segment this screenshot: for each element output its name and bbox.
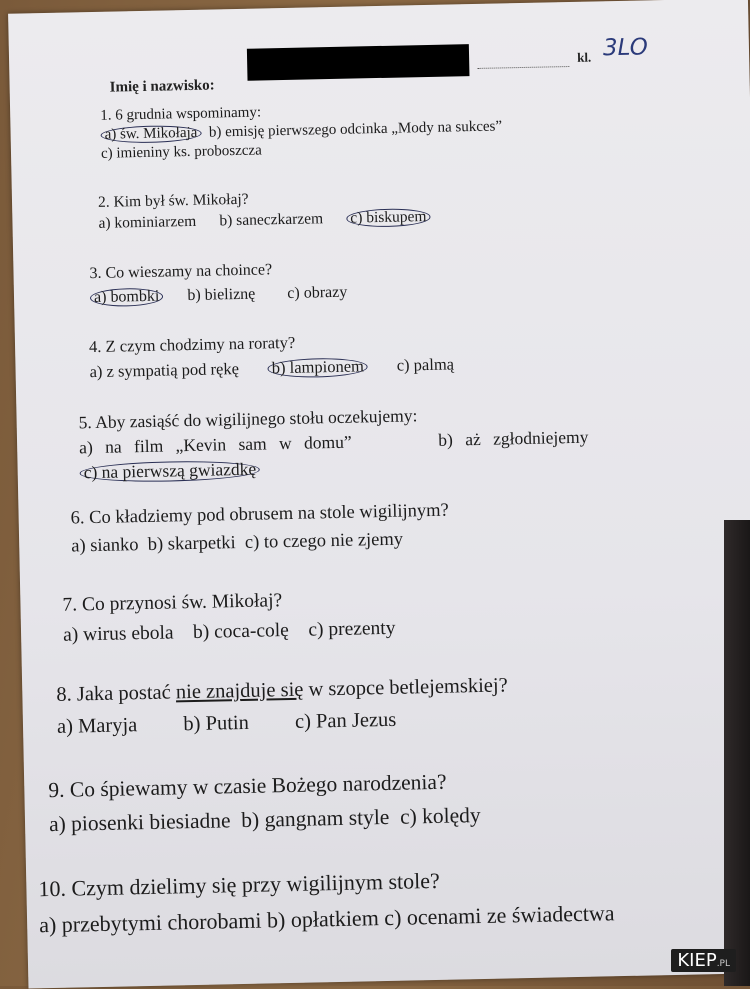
class-value: 3LO	[602, 34, 649, 62]
answer-5a: a) na film „Kevin sam w domu”	[78, 431, 352, 458]
question-number: 8.	[56, 683, 72, 706]
watermark-main: KIEP	[677, 950, 717, 971]
answer-1b: b) emisję pierwszego odcinka „Mody na sukces”	[208, 118, 503, 141]
question-8	[56, 669, 509, 742]
answer-1c: c) imieniny ks. proboszcza	[100, 142, 262, 162]
question-number: 9.	[48, 777, 65, 803]
answer-3b: b) bieliznę	[187, 285, 256, 305]
answer-2a: a) kominiarzem	[98, 212, 197, 232]
watermark-suffix: .PL	[716, 959, 730, 969]
question-number: 4.	[88, 336, 102, 357]
question-number: 2.	[97, 193, 110, 211]
question-5	[78, 400, 589, 486]
question-text: 6 grudnia wspominamy:	[115, 104, 262, 124]
answer-10c: c) ocenami ze świadectwa	[384, 900, 615, 931]
answer-2b: b) saneczkarzem	[219, 210, 324, 230]
answer-6b: b) skarpetki	[147, 533, 236, 555]
question-text: Czym dzielimy się przy wigilijnym stole?	[71, 867, 441, 901]
answer-9a: a) piosenki biesiadne	[48, 808, 231, 837]
answer-7a: a) wirus ebola	[62, 622, 174, 646]
redaction-bar	[247, 44, 470, 81]
answer-2c: c) biskupem	[346, 208, 431, 227]
watermark-logo	[671, 949, 736, 972]
answer-4a: a) z sympatią pod rękę	[89, 358, 240, 382]
answer-4b: b) lampionem	[268, 357, 368, 378]
answer-8a: a) Maryja	[56, 714, 138, 738]
answer-6a: a) sianko	[71, 535, 139, 557]
question-text: Co wieszamy na choince?	[105, 261, 273, 282]
dark-object-edge	[724, 520, 750, 986]
answer-5c: c) na pierwszą gwiazdkę	[80, 460, 261, 483]
question-number: 3.	[89, 264, 102, 283]
answer-9c: c) kolędy	[399, 803, 481, 829]
question-1	[100, 98, 503, 163]
class-label: kl.	[576, 49, 592, 65]
question-text-post: w szopce betlejemskiej?	[303, 674, 508, 701]
answer-3c: c) obrazy	[287, 283, 348, 302]
question-number: 10.	[38, 875, 67, 902]
question-number: 5.	[78, 412, 92, 433]
answer-7c: c) prezenty	[308, 617, 396, 641]
answer-7b: b) coca-colę	[192, 620, 290, 644]
question-text-underlined: nie znajduje się	[175, 678, 304, 704]
question-number: 1.	[100, 107, 112, 124]
question-number: 6.	[70, 508, 85, 529]
question-text: Kim był św. Mikołaj?	[113, 190, 249, 211]
answer-1a: a) św. Mikołaja	[100, 125, 201, 144]
question-6	[70, 497, 449, 561]
answer-10b: b) opłatkiem	[266, 905, 380, 933]
question-text-pre: Jaka postać	[76, 681, 177, 706]
question-number: 7.	[62, 594, 78, 616]
answer-4c: c) palmą	[396, 354, 455, 375]
question-4	[89, 326, 454, 384]
question-text: Z czym chodzimy na roraty?	[105, 332, 296, 356]
question-text: Aby zasiąść do wigilijnego stołu oczekujemy:	[94, 405, 418, 433]
question-text: Co przynosi św. Mikołaj?	[81, 590, 283, 616]
question-7	[62, 584, 396, 651]
question-2	[98, 185, 431, 234]
answer-3a: a) bombki	[90, 288, 164, 308]
question-text: Co śpiewamy w czasie Bożego narodzenia?	[69, 769, 447, 802]
question-3	[89, 257, 347, 310]
dotted-line	[477, 54, 569, 69]
question-text: Co kładziemy pod obrusem na stole wigilijnym?	[88, 500, 449, 529]
question-9	[48, 764, 481, 841]
answer-8b: b) Putin	[183, 711, 250, 736]
answer-6c: c) to czego nie zjemy	[244, 529, 404, 553]
quiz-sheet	[8, 0, 750, 989]
answer-10a: a) przebytymi chorobami	[38, 907, 262, 938]
question-10	[38, 859, 615, 943]
answer-5b: b) aż zgłodniejemy	[438, 426, 589, 450]
answer-8c: c) Pan Jezus	[294, 708, 397, 733]
name-label: Imię i nazwisko:	[109, 77, 215, 96]
answer-9b: b) gangnam style	[241, 804, 390, 833]
